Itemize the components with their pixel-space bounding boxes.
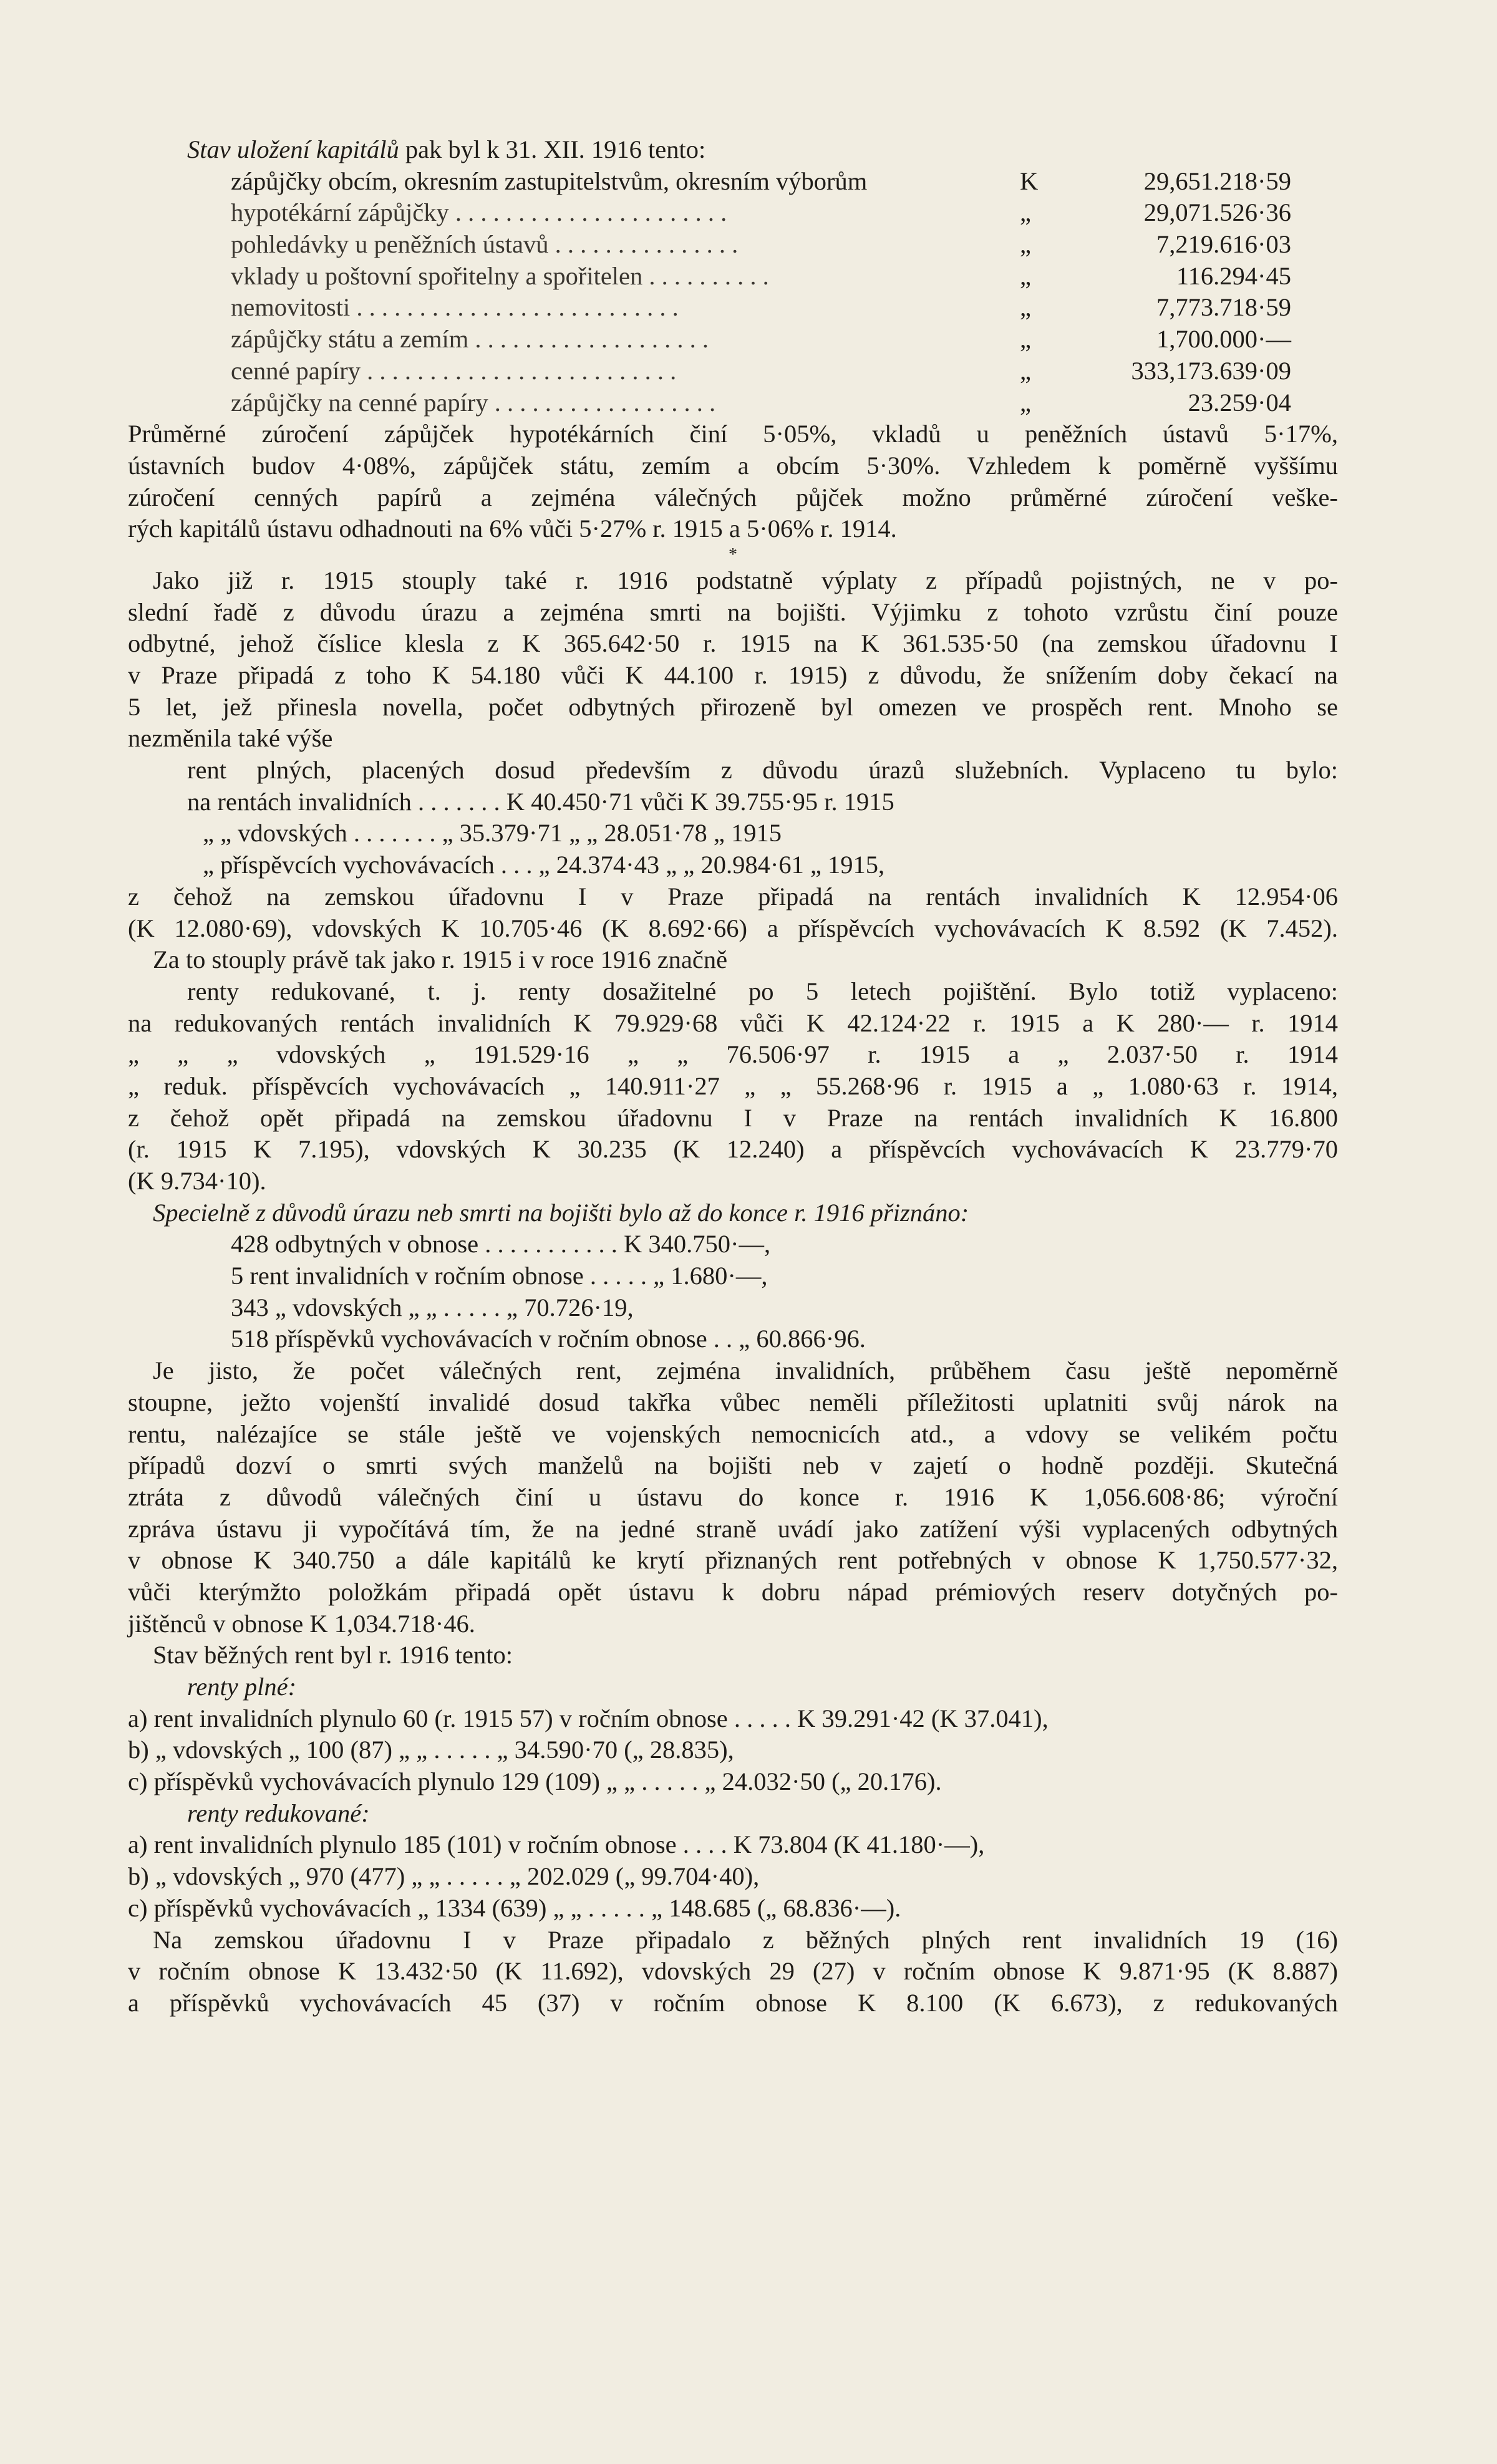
full-rents-lead: rent plných, placených dosud především z důvodu úrazů služebních. Vyplaceno tu bylo: xyxy=(187,756,1338,785)
table-row xyxy=(128,197,1338,229)
list-item: 518 příspěvků vychovávacích v ročním obnose . . „ 60.866·96. xyxy=(231,1325,866,1353)
list-item: na redukovaných rentách invalidních K 79.929·68 vůči K 42.124·22 r. 1915 a K 280·— r. 1914 xyxy=(128,1008,1338,1037)
row-currency: „ xyxy=(1020,388,1031,417)
text-line: ztráta z důvodů válečných činí u ústavu do konce r. 1916 K 1,056.608·86; výroční xyxy=(128,1482,1338,1511)
granted-list xyxy=(128,1229,1338,1355)
table-row xyxy=(128,324,1338,355)
list-item: „ příspěvcích vychovávacích . . . „ 24.374·43 „ „ 20.984·61 „ 1915, xyxy=(203,851,885,879)
text-line: odbytné, jehož číslice klesla z K 365.642·50 r. 1915 na K 361.535·50 (na zemskou úřadovnu I xyxy=(128,629,1338,658)
row-amount: 29,071.526·36 xyxy=(1143,198,1291,227)
list-item: 428 odbytných v obnose . . . . . . . . . . . K 340.750·—, xyxy=(231,1230,771,1259)
text-line: v Praze připadá z toho K 54.180 vůči K 44.100 r. 1915) z důvodu, že snížením doby čekací na xyxy=(128,661,1338,689)
text-line: 5 let, jež přinesla novella, počet odbytných přirozeně byl omezen ve prospěch rent. Mnoho se xyxy=(128,692,1338,721)
text-line: stoupne, ježto vojenští invalidé dosud takřka vůbec neměli příležitosti uplatniti svůj nárok na xyxy=(128,1388,1338,1416)
row-label: cenné papíry . . . . . . . . . . . . . . . . . . . . . . . . . xyxy=(231,356,677,385)
paragraph-prague-reduced xyxy=(128,1103,1338,1197)
row-label: nemovitosti . . . . . . . . . . . . . . . . . . . . . . . . . . xyxy=(231,293,679,322)
text-line: v ročním obnose K 13.432·50 (K 11.692), vdovských 29 (27) v ročním obnose K 9.871·95 (K 8.887) xyxy=(128,1957,1338,1986)
paragraph-prague-current xyxy=(128,1925,1338,2019)
text-line: (r. 1915 K 7.195), vdovských K 30.235 (K 12.240) a příspěvcích vychovávacích K 23.779·70 xyxy=(128,1135,1338,1164)
table-row xyxy=(128,166,1338,198)
row-amount: 7,773.718·59 xyxy=(1156,293,1291,322)
text-line: nezměnila také výše xyxy=(128,724,333,753)
list-item: 343 „ vdovských „ „ . . . . . „ 70.726·19, xyxy=(231,1293,634,1321)
row-label: hypotékární zápůjčky . . . . . . . . . . . . . . . . . . . . . . xyxy=(231,198,727,227)
list-item: 5 rent invalidních v ročním obnose . . . . . „ 1.680·—, xyxy=(231,1262,768,1290)
row-amount: 116.294·45 xyxy=(1176,261,1291,290)
full-rents-list xyxy=(128,786,1338,881)
list-item: a) rent invalidních plynulo 185 (101) v ročním obnose . . . . K 73.804 (K 41.180·—), xyxy=(128,1830,985,1859)
text-line: rých kapitálů ústavu odhadnouti na 6% vůči 5·27% r. 1915 a 5·06% r. 1914. xyxy=(128,515,897,543)
list-item: a) rent invalidních plynulo 60 (r. 1915 57) v ročním obnose . . . . . K 39.291·42 (K 37.041), xyxy=(128,1704,1049,1732)
current-full-rents xyxy=(128,1703,1338,1798)
row-amount: 7,219.616·03 xyxy=(1156,230,1291,259)
capital-table xyxy=(128,166,1338,419)
text-line: vůči kterýmžto položkám připadá opět ústavu k dobru nápad prémiových reserv dotyčných po- xyxy=(128,1577,1338,1606)
text-line: z čehož na zemskou úřadovnu I v Praze připadá na rentách invalidních K 12.954·06 xyxy=(128,882,1338,911)
text-body xyxy=(128,134,1338,2019)
list-item: „ reduk. příspěvcích vychovávacích „ 140.911·27 „ „ 55.268·96 r. 1915 a „ 1.080·63 r. 1914, xyxy=(128,1071,1338,1100)
full-rents-heading xyxy=(128,1671,1338,1703)
table-row xyxy=(128,387,1338,419)
row-amount: 23.259·04 xyxy=(1188,388,1291,417)
section-separator: * xyxy=(729,544,737,564)
row-label: zápůjčky na cenné papíry . . . . . . . . . . . . . . . . . . xyxy=(231,388,716,417)
reduced-rents-lead: renty redukované, t. j. renty dosažitelné po 5 letech pojištění. Bylo totiž vyplaceno: xyxy=(187,977,1338,1005)
text-line: (K 9.734·10). xyxy=(128,1167,266,1195)
paragraph-war-losses xyxy=(128,1355,1338,1640)
row-currency: „ xyxy=(1020,230,1031,259)
reduced-rents-heading xyxy=(128,1798,1338,1830)
text-line: jištěnců v obnose K 1,034.718·46. xyxy=(128,1609,475,1638)
list-item: b) „ vdovských „ 970 (477) „ „ . . . . . „ 202.029 („ 99.704·40), xyxy=(128,1862,760,1891)
text-line: Je jisto, že počet válečných rent, zejména invalidních, průběhem času ještě nepoměrně xyxy=(153,1356,1338,1385)
text-line: zúročení cenných papírů a zejména válečných půjček možno průměrné zúročení veške- xyxy=(128,483,1338,511)
current-reduced-rents xyxy=(128,1829,1338,1924)
text-line: (K 12.080·69), vdovských K 10.705·46 (K 8.692·66) a příspěvcích vychovávacích K 8.592 (K 7.452). xyxy=(128,914,1338,942)
row-amount: 29,651.218·59 xyxy=(1143,167,1291,195)
capital-intro xyxy=(128,134,1338,166)
text-line: a příspěvků vychovávacích 45 (37) v ročním obnose K 8.100 (K 6.673), z redukovaných xyxy=(128,1988,1338,2017)
row-label: zápůjčky státu a zemím . . . . . . . . . . . . . . . . . . . xyxy=(231,325,709,354)
row-label: zápůjčky obcím, okresním zastupitelstvům, okresním výborům xyxy=(231,167,868,195)
row-currency: „ xyxy=(1020,293,1031,322)
text-line: z čehož opět připadá na zemskou úřadovnu I v Praze na rentách invalidních K 16.800 xyxy=(128,1103,1338,1132)
table-row xyxy=(128,292,1338,324)
text-line: případů dozví o smrti svých manželů na bojišti neb v zajetí o hodně později. Skutečná xyxy=(128,1451,1338,1480)
row-amount: 333,173.639·09 xyxy=(1131,356,1291,385)
row-currency: „ xyxy=(1020,356,1031,385)
paragraph-prague-full xyxy=(128,881,1338,976)
capital-intro-italic: Stav uložení kapitálů xyxy=(187,135,399,163)
paragraph-interest xyxy=(128,418,1338,545)
table-row xyxy=(128,355,1338,387)
text-line: Za to stouply právě tak jako r. 1915 i v roce 1916 značně xyxy=(153,945,728,974)
list-item: c) příspěvků vychovávacích „ 1334 (639) „ „ . . . . . „ 148.685 („ 68.836·—). xyxy=(128,1893,901,1922)
current-rents-lead: Stav běžných rent byl r. 1916 tento: xyxy=(153,1641,513,1669)
table-row xyxy=(128,229,1338,261)
text-line: zpráva ústavu ji vypočítává tím, že na jedné straně uvádí jako zatížení výši vyplacených odbytných xyxy=(128,1514,1338,1543)
war-section-lead xyxy=(128,1197,1338,1229)
table-row xyxy=(128,261,1338,292)
row-label: vklady u poštovní spořitelny a spořitelen . . . . . . . . . . xyxy=(231,261,769,290)
text-line: v obnose K 340.750 a dále kapitálů ke krytí přiznaných rent potřebných v obnose K 1,750.577·32, xyxy=(128,1546,1338,1575)
list-item: c) příspěvků vychovávacích plynulo 129 (109) „ „ . . . . . „ 24.032·50 („ 20.176). xyxy=(128,1767,942,1796)
reduced-rents-list xyxy=(128,1008,1338,1103)
war-section-lead-text: Specielně z důvodů úrazu neb smrti na bojišti bylo až do konce r. 1916 přiznáno: xyxy=(153,1198,969,1227)
row-currency: „ xyxy=(1020,198,1031,227)
row-amount: 1,700.000·— xyxy=(1156,325,1291,354)
full-rents-heading-text: renty plné: xyxy=(187,1673,297,1701)
text-line: rentu, nalézajíce se stále ještě ve vojenských nemocnicích atd., a vdovy se velikém počtu xyxy=(128,1419,1338,1448)
list-item: b) „ vdovských „ 100 (87) „ „ . . . . . „ 34.590·70 („ 28.835), xyxy=(128,1736,734,1764)
list-item: „ „ vdovských . . . . . . . „ 35.379·71 „ „ 28.051·78 „ 1915 xyxy=(203,819,782,848)
row-currency: „ xyxy=(1020,325,1031,354)
paragraph-payouts xyxy=(128,565,1338,755)
row-currency: „ xyxy=(1020,261,1031,290)
text-line: Jako již r. 1915 stouply také r. 1916 podstatně výplaty z případů pojistných, ne v po- xyxy=(153,566,1338,594)
list-item: „ „ „ vdovských „ 191.529·16 „ „ 76.506·97 r. 1915 a „ 2.037·50 r. 1914 xyxy=(128,1040,1338,1069)
text-line: ústavních budov 4·08%, zápůjček státu, zemím a obcím 5·30%. Vzhledem k poměrně vyššímu xyxy=(128,451,1338,480)
text-line: Průměrné zúročení zápůjček hypotékárních činí 5·05%, vkladů u peněžních ústavů 5·17%, xyxy=(128,420,1338,448)
row-currency: K xyxy=(1020,167,1039,195)
list-item: na rentách invalidních . . . . . . . K 40.450·71 vůči K 39.755·95 r. 1915 xyxy=(187,787,894,816)
text-line: Na zemskou úřadovnu I v Praze připadalo z běžných plných rent invalidních 19 (16) xyxy=(153,1925,1338,1954)
capital-intro-rest: pak byl k 31. XII. 1916 tento: xyxy=(399,135,706,163)
text-line: slední řadě z důvodu úrazu a zejména smrti na bojišti. Výjimku z tohoto vzrůstu činí pouze xyxy=(128,597,1338,626)
row-label: pohledávky u peněžních ústavů . . . . . . . . . . . . . . . xyxy=(231,230,739,259)
reduced-rents-heading-text: renty redukované: xyxy=(187,1799,370,1827)
